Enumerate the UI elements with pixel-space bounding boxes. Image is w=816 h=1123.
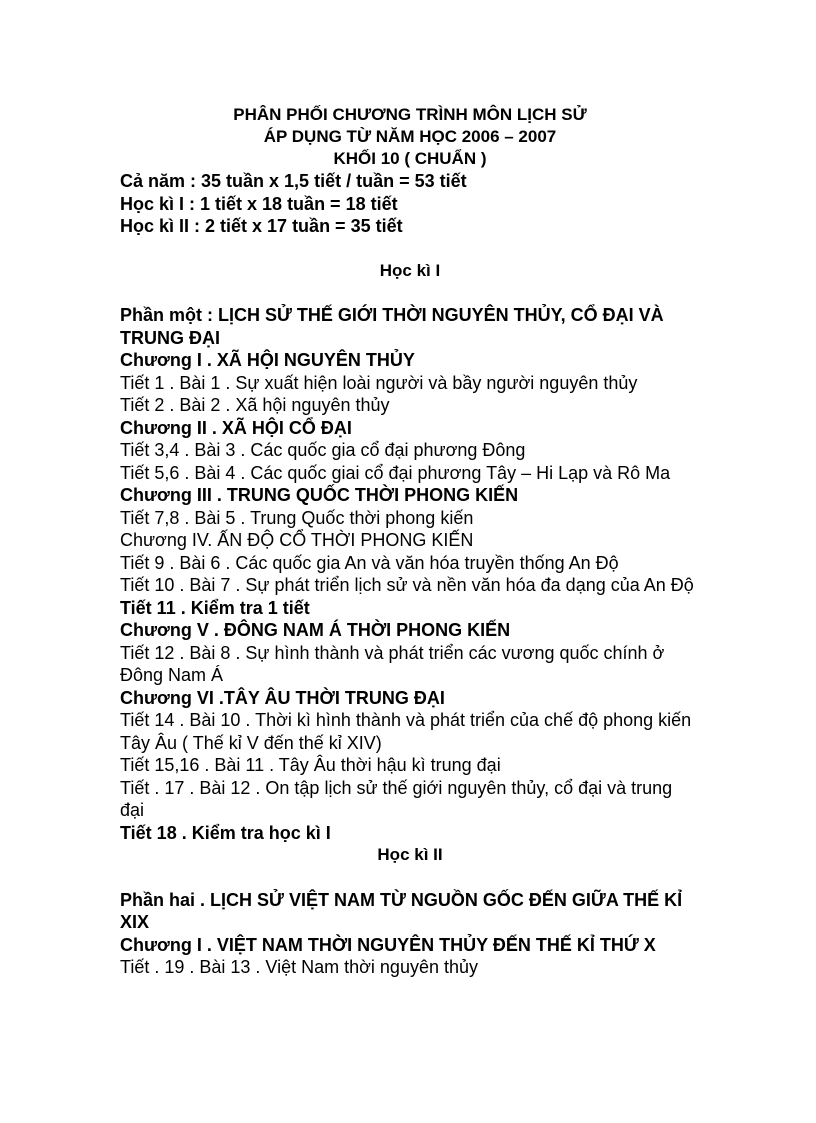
- lesson-line: Tiết 3,4 . Bài 3 . Các quốc gia cổ đại phương Đông: [120, 440, 526, 460]
- part-one-title: Phần một : LỊCH SỬ THẾ GIỚI THỜI NGUYÊN THỦY, CỔ ĐẠI VÀ TRUNG ĐẠI: [120, 305, 664, 348]
- summary-semester-1: Học kì I : 1 tiết x 18 tuần = 18 tiết: [120, 193, 398, 214]
- section-heading: Tiết 18 . Kiểm tra học kì I: [120, 822, 331, 843]
- lesson-line: Tiết 2 . Bài 2 . Xã hội nguyên thủy: [120, 395, 390, 415]
- semester-2-heading: Học kì II: [377, 845, 443, 864]
- summary-year: Cả năm : 35 tuần x 1,5 tiết / tuần = 53 tiết: [120, 171, 467, 191]
- lesson-line: Tiết . 19 . Bài 13 . Việt Nam thời nguyên thủy: [120, 957, 478, 977]
- lesson-line: Tiết 14 . Bài 10 . Thời kì hình thành và phát triển của chế độ phong kiến Tây Âu ( Thế kỉ V đến thế kỉ XIV): [120, 710, 692, 753]
- semester-1-lines: [120, 349, 700, 844]
- lesson-line: Tiết . 17 . Bài 12 . On tập lịch sử thế giới nguyên thủy, cổ đại và trung đại: [120, 777, 673, 820]
- section-heading: Chương I . VIỆT NAM THỜI NGUYÊN THỦY ĐẾN THẾ KỈ THỨ X: [120, 934, 656, 955]
- document-header: [120, 104, 700, 170]
- section-heading: Chương VI .TÂY ÂU THỜI TRUNG ĐẠI: [120, 687, 445, 708]
- document-title-line-2: ÁP DỤNG TỪ NĂM HỌC 2006 – 2007: [263, 127, 557, 146]
- lesson-line: Tiết 10 . Bài 7 . Sự phát triển lịch sử và nền văn hóa đa dạng của An Độ: [120, 575, 694, 595]
- lesson-line: Tiết 7,8 . Bài 5 . Trung Quốc thời phong kiến: [120, 507, 474, 528]
- lesson-line: Tiết 5,6 . Bài 4 . Các quốc giai cổ đại phương Tây – Hi Lạp và Rô Ma: [120, 462, 671, 483]
- part-two-title: Phần hai . LỊCH SỬ VIỆT NAM TỪ NGUỒN GỐC ĐẾN GIỮA THẾ KỈ XIX: [120, 889, 683, 932]
- section-heading: Chương V . ĐÔNG NAM Á THỜI PHONG KIẾN: [120, 620, 511, 640]
- semester-2-lines: [120, 934, 700, 979]
- semester-1-heading: Học kì I: [379, 260, 441, 280]
- document-content: [120, 104, 700, 979]
- lesson-line: Tiết 12 . Bài 8 . Sự hình thành và phát triển các vương quốc chính ở Đông Nam Á: [120, 642, 665, 685]
- document-title-line-3: KHỐI 10 ( CHUẨN ): [333, 149, 487, 168]
- document-title-line-1: PHÂN PHỐI CHƯƠNG TRÌNH MÔN LỊCH SỬ: [233, 105, 587, 124]
- spacer: [120, 867, 700, 889]
- lesson-line: Chương IV. ẤN ĐỘ CỔ THỜI PHONG KIẾN: [120, 530, 474, 550]
- summary-semester-2: Học kì II : 2 tiết x 17 tuần = 35 tiết: [120, 216, 403, 236]
- section-heading: Chương II . XÃ HỘI CỔ ĐẠI: [120, 417, 352, 438]
- lesson-line: Tiết 9 . Bài 6 . Các quốc gia An và văn hóa truyền thống An Độ: [120, 552, 619, 573]
- spacer: [120, 238, 700, 260]
- section-heading: Tiết 11 . Kiểm tra 1 tiết: [120, 597, 310, 618]
- section-heading: Chương I . XÃ HỘI NGUYÊN THỦY: [120, 350, 415, 370]
- spacer: [120, 282, 700, 304]
- lesson-line: Tiết 15,16 . Bài 11 . Tây Âu thời hậu kì trung đại: [120, 755, 501, 775]
- section-heading: Chương III . TRUNG QUỐC THỜI PHONG KIẾN: [120, 485, 519, 505]
- lesson-line: Tiết 1 . Bài 1 . Sự xuất hiện loài người và bầy người nguyên thủy: [120, 372, 638, 393]
